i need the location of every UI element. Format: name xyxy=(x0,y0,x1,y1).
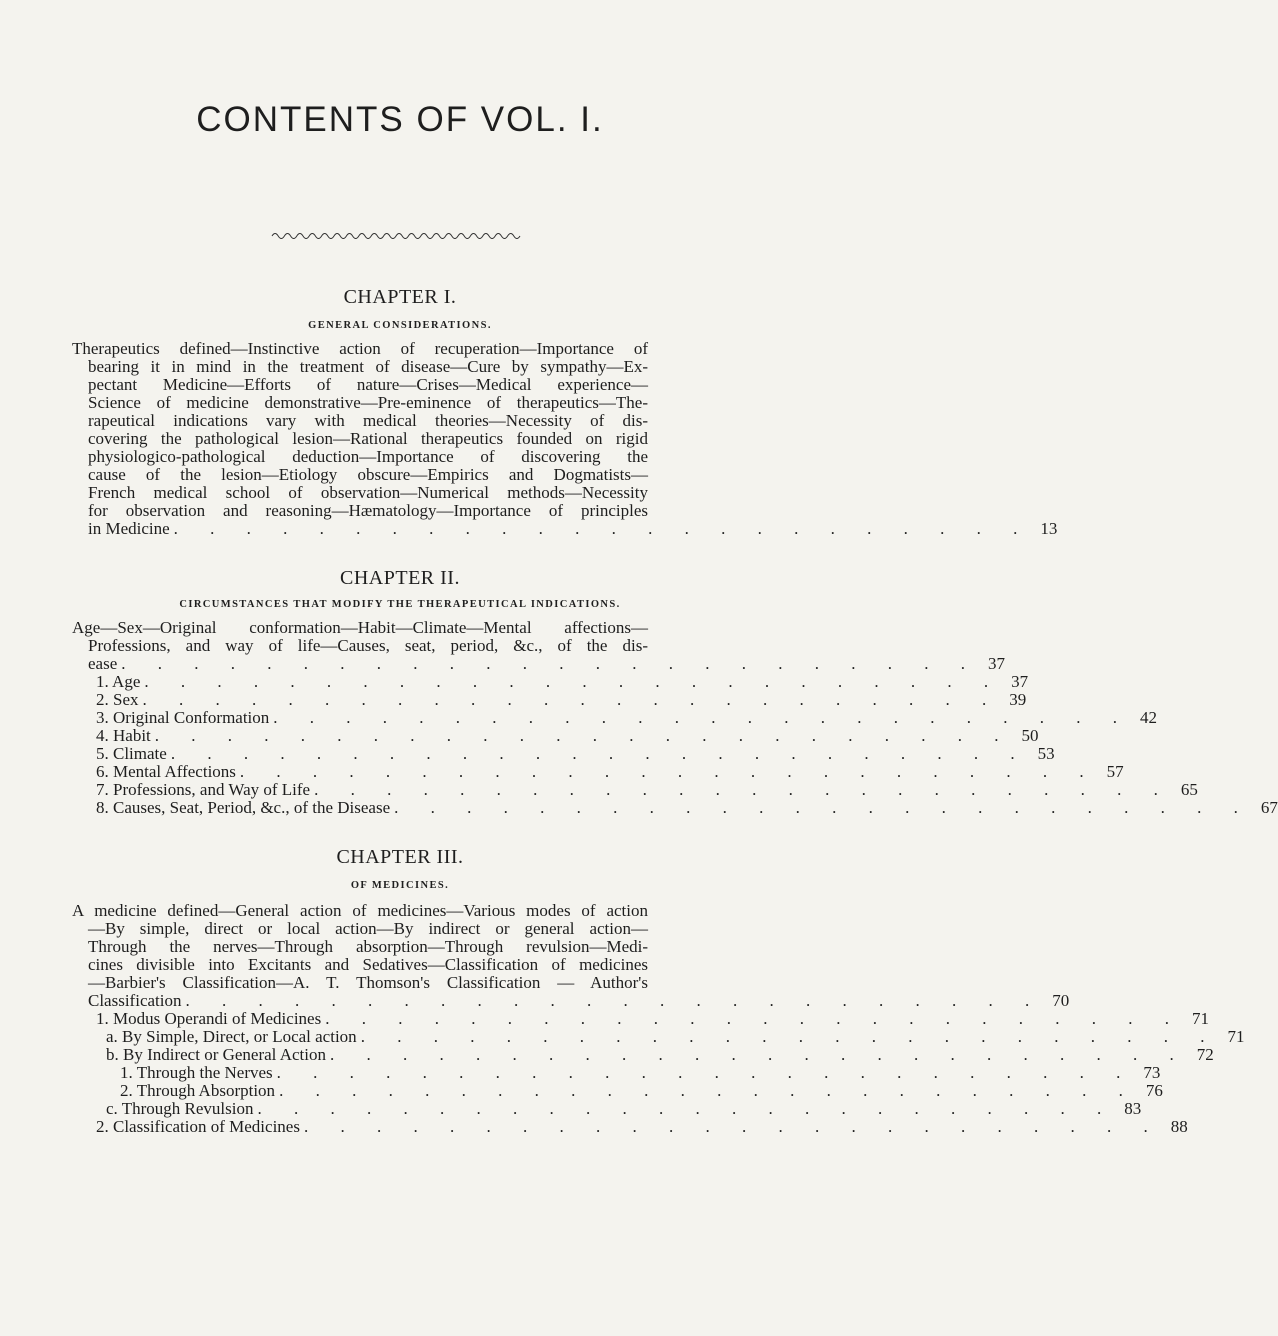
toc-entry xyxy=(88,654,1006,673)
toc-entry xyxy=(106,1045,1214,1064)
toc-entry-label: 4. Habit xyxy=(96,726,151,745)
toc-entry-label: 8. Causes, Seat, Period, &c., of the Disease xyxy=(96,798,391,817)
toc-page-number: 37 xyxy=(988,654,1006,673)
toc-page-number: 65 xyxy=(1180,780,1198,799)
toc-page-number: 37 xyxy=(1011,672,1029,691)
summary-line: bearing it in mind in the treatment of disease—Cure by sympathy—Ex- xyxy=(88,357,648,376)
toc-entry-label: c. Through Revulsion xyxy=(106,1099,254,1118)
summary-line: Age—Sex—Original conformation—Habit—Climate—Mental affections— xyxy=(72,618,648,637)
dot-leader: . . . . . . . . . . . . . . . . . . . . . . . . xyxy=(394,798,1252,817)
dot-leader: . . . . . . . . . . . . . . . . . . . . . . . . xyxy=(173,519,1032,538)
toc-entry xyxy=(106,1099,1142,1118)
toc-page-number: 67 xyxy=(1260,798,1278,817)
toc-entry xyxy=(96,762,1124,781)
toc-page-number: 83 xyxy=(1124,1099,1142,1118)
toc-entry-label: a. By Simple, Direct, or Local action xyxy=(106,1027,357,1046)
toc-page-number: 53 xyxy=(1037,744,1055,763)
dot-leader: . . . . . . . . . . . . . . . . . . . . . . . . xyxy=(325,1009,1183,1028)
chapter-3-subtitle: OF MEDICINES. xyxy=(350,880,450,891)
dot-leader: . . . . . . . . . . . . . . . . . . . . . . . . xyxy=(314,780,1172,799)
toc-entry-label: 1. Age xyxy=(96,672,141,691)
summary-line: for observation and reasoning—Hæmatology—Importance of principles xyxy=(88,501,648,520)
toc-entry-label: 6. Mental Affections xyxy=(96,762,236,781)
summary-line: A medicine defined—General action of medicines—Various modes of action xyxy=(72,901,648,920)
toc-page-number: 42 xyxy=(1140,708,1158,727)
toc-entry xyxy=(88,991,1070,1010)
toc-entry-label: ease xyxy=(88,654,118,673)
dot-leader: . . . . . . . . . . . . . . . . . . . . . . . . xyxy=(303,1117,1162,1136)
toc-page-number: 71 xyxy=(1227,1027,1245,1046)
toc-entry-label: 2. Sex xyxy=(96,690,139,709)
toc-entry xyxy=(96,726,1039,745)
summary-line: Science of medicine demonstrative—Pre-eminence of therapeutics—The- xyxy=(88,393,648,412)
toc-entry-label: in Medicine xyxy=(88,519,170,538)
dot-leader: . . . . . . . . . . . . . . . . . . . . . . . . xyxy=(257,1099,1116,1118)
summary-line: pectant Medicine—Efforts of nature—Crises—Medical experience— xyxy=(88,375,648,394)
dot-leader: . . . . . . . . . . . . . . . . . . . . . . . . xyxy=(360,1027,1219,1046)
toc-page-number: 13 xyxy=(1040,519,1058,538)
toc-entry xyxy=(96,690,1027,709)
toc-page-number: 70 xyxy=(1052,991,1070,1010)
dot-leader: . . . . . . . . . . . . . . . . . . . . . . . . xyxy=(276,1063,1135,1082)
toc-entry xyxy=(96,780,1198,799)
dot-leader: . . . . . . . . . . . . . . . . . . . . . . . . xyxy=(170,744,1029,763)
toc-entry xyxy=(96,1117,1188,1136)
summary-line: cause of the lesion—Etiology obscure—Empirics and Dogmatists— xyxy=(88,465,648,484)
dot-leader: . . . . . . . . . . . . . . . . . . . . . . . . xyxy=(239,762,1098,781)
toc-page-number: 72 xyxy=(1196,1045,1214,1064)
dot-leader: . . . . . . . . . . . . . . . . . . . . . . . . xyxy=(144,672,1003,691)
summary-line: rapeutical indications vary with medical theories—Necessity of dis- xyxy=(88,411,648,430)
toc-entry xyxy=(106,1027,1245,1046)
toc-entry-label: 5. Climate xyxy=(96,744,167,763)
toc-page-number: 57 xyxy=(1106,762,1124,781)
toc-page-number: 76 xyxy=(1145,1081,1163,1100)
dot-leader: . . . . . . . . . . . . . . . . . . . . . . . . xyxy=(154,726,1013,745)
page-title: CONTENTS OF VOL. I. xyxy=(196,100,604,139)
toc-entry xyxy=(120,1063,1161,1082)
dot-leader: . . . . . . . . . . . . . . . . . . . . . . . . xyxy=(121,654,980,673)
chapter-1-heading: CHAPTER I. xyxy=(343,286,457,308)
dot-leader: . . . . . . . . . . . . . . . . . . . . . . . . xyxy=(330,1045,1188,1064)
toc-entry-label: 1. Through the Nerves xyxy=(120,1063,273,1082)
toc-page-number: 50 xyxy=(1021,726,1039,745)
toc-page-number: 39 xyxy=(1009,690,1027,709)
toc-entry-label: 1. Modus Operandi of Medicines xyxy=(96,1009,322,1028)
chapter-2-heading: CHAPTER II. xyxy=(340,567,460,589)
toc-entry xyxy=(120,1081,1163,1100)
summary-line: —By simple, direct or local action—By indirect or general action— xyxy=(88,919,648,938)
chapter-3-heading: CHAPTER III. xyxy=(336,846,464,868)
summary-line: covering the pathological lesion—Rational therapeutics founded on rigid xyxy=(88,429,648,448)
toc-page-number: 71 xyxy=(1191,1009,1209,1028)
dot-leader: . . . . . . . . . . . . . . . . . . . . . . . . xyxy=(273,708,1132,727)
dot-leader: . . . . . . . . . . . . . . . . . . . . . . . . xyxy=(142,690,1001,709)
toc-page-number: 73 xyxy=(1143,1063,1161,1082)
chapter-2-summary xyxy=(64,619,648,655)
summary-line: physiologico-pathological deduction—Importance of discovering the xyxy=(88,447,648,466)
toc-entry-label: Classification xyxy=(88,991,182,1010)
toc-entry xyxy=(88,519,1058,538)
wavy-rule-ornament xyxy=(272,230,520,242)
toc-entry-label: 7. Professions, and Way of Life xyxy=(96,780,311,799)
toc-entry xyxy=(96,798,1278,817)
dot-leader: . . . . . . . . . . . . . . . . . . . . . . . . xyxy=(185,991,1044,1010)
toc-entry-label: 2. Through Absorption xyxy=(120,1081,276,1100)
dot-leader: . . . . . . . . . . . . . . . . . . . . . . . . xyxy=(279,1081,1137,1100)
summary-line: cines divisible into Excitants and Sedatives—Classification of medicines xyxy=(88,955,648,974)
chapter-3-summary xyxy=(64,902,648,992)
summary-line: French medical school of observation—Numerical methods—Necessity xyxy=(88,483,648,502)
toc-entry-label: 2. Classification of Medicines xyxy=(96,1117,300,1136)
toc-entry xyxy=(96,672,1029,691)
summary-line: —Barbier's Classification—A. T. Thomson's Classification — Author's xyxy=(88,973,648,992)
summary-line: Professions, and way of life—Causes, seat, period, &c., of the dis- xyxy=(88,636,648,655)
toc-page-number: 88 xyxy=(1170,1117,1188,1136)
chapter-1-summary xyxy=(64,340,648,520)
toc-entry-label: b. By Indirect or General Action xyxy=(106,1045,326,1064)
toc-entry-label: 3. Original Conformation xyxy=(96,708,270,727)
toc-entry xyxy=(96,744,1055,763)
chapter-1-subtitle: GENERAL CONSIDERATIONS. xyxy=(308,320,492,331)
toc-entry xyxy=(96,708,1158,727)
toc-entry xyxy=(96,1009,1209,1028)
summary-line: Through the nerves—Through absorption—Through revulsion—Medi- xyxy=(88,937,648,956)
summary-line: Therapeutics defined—Instinctive action of recuperation—Importance of xyxy=(72,339,648,358)
chapter-2-subtitle: CIRCUMSTANCES THAT MODIFY THE THERAPEUTICAL INDICATIONS. xyxy=(179,599,621,610)
